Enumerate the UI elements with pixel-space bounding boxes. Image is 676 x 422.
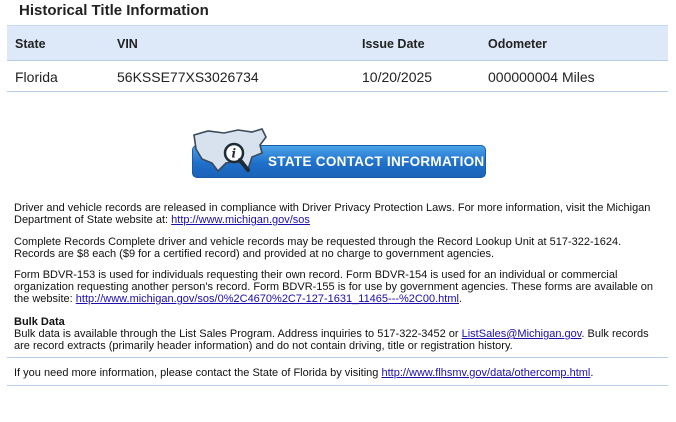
complete-records-paragraph: Complete Records Complete driver and vehicle records may be requested through the Record Lookup Unit at 517-322-1624. Records are $8 each ($9 for a certified record) and provided at no charge to government agencies. (14, 236, 622, 260)
more-info-text: If you need more information, please contact the State of Florida by visiting (14, 367, 382, 379)
column-header-odometer: Odometer (488, 37, 548, 51)
divider (7, 357, 668, 358)
cell-state: Florida (15, 69, 58, 85)
list-sales-email-link[interactable]: ListSales@Michigan.gov (461, 328, 582, 340)
us-map-magnifier-icon (190, 127, 270, 182)
bulk-data-paragraph (14, 316, 662, 352)
banner-label: STATE CONTACT INFORMATION (268, 154, 485, 169)
forms-text: Form BDVR-153 is used for individuals requesting their own record. Form BDVR-154 is used for an individual or commercial organization requesting another person's record. Form BDVR-155 is for use by government agencies. These forms are available on the website: (14, 269, 654, 305)
cell-vin: 56KSSE77XS3026734 (117, 69, 259, 85)
forms-link[interactable]: http://www.michigan.gov/sos/0%2C4670%2C7-127-1631_11465---%2C00.html (75, 293, 459, 305)
column-header-state: State (15, 37, 46, 51)
forms-paragraph (14, 269, 662, 305)
bulk-text-after: . Bulk records are record extracts (primarily header information) and do not contain driving, title or registration history. (14, 328, 649, 352)
bulk-text-before: Bulk data is available through the List Sales Program. Address inquiries to 517-322-3452 or (14, 328, 462, 340)
bulk-data-heading: Bulk Data (14, 316, 65, 328)
michigan-sos-link[interactable]: http://www.michigan.gov/sos (171, 214, 310, 226)
column-header-vin: VIN (117, 37, 138, 51)
column-header-issue-date: Issue Date (362, 37, 425, 51)
privacy-paragraph (14, 202, 662, 226)
svg-text:i: i (231, 146, 237, 161)
divider (7, 385, 668, 386)
cell-issue-date: 10/20/2025 (362, 69, 433, 85)
cell-odometer: 000000004 Miles (488, 69, 595, 85)
state-contact-banner[interactable] (190, 127, 487, 182)
more-info-end: . (590, 367, 594, 379)
table-header-row (7, 25, 668, 61)
forms-end: . (458, 293, 463, 305)
section-title: Historical Title Information (19, 2, 209, 19)
table-row (7, 61, 668, 92)
privacy-text: Driver and vehicle records are released in compliance with Driver Privacy Protection Laws. For more information, visit the Michigan Department of State website at: (14, 202, 651, 226)
more-info-paragraph (14, 367, 662, 379)
title-history-table (7, 25, 668, 92)
flhsmv-link[interactable]: http://www.flhsmv.gov/data/othercomp.html (381, 367, 591, 379)
